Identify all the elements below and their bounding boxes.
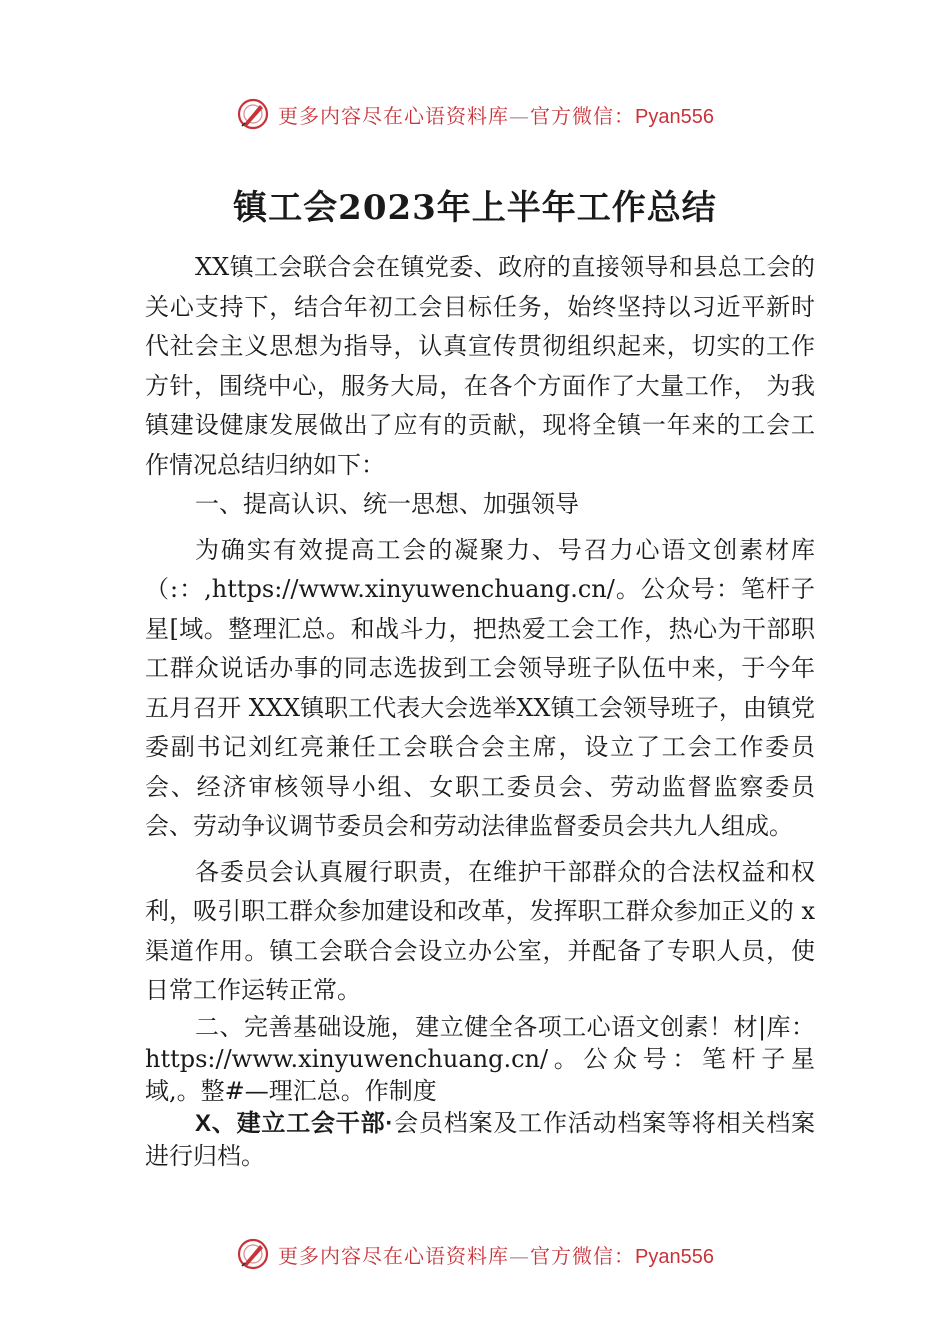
watermark-text: 更多内容尽在心语资料库—官方微信：Pyan556 <box>278 1243 714 1268</box>
quill-circle-logo <box>236 97 270 131</box>
watermark-text: 更多内容尽在心语资料库—官方微信：Pyan556 <box>278 103 714 128</box>
paragraph-leadership: 为确实有效提高工会的凝聚力、号召力心语文创素材库（:：,https://www.xinyuwenchuang.cn/。公众号：笔杆子星[域。整理汇总。和战斗力，把热爱工会工作，热心为干部职工群众说话办事的同志选拔到工会领导班子队伍中来，于今年五月召开 XXX镇职工代表大会选举XX镇工会领导班子，由镇党委副书记刘红亮兼任工会联合会主席，设立了工会工作委员会、经济审核领导小组、女职工委员会、劳动监督监察委员会、劳动争议调节委员会和劳动法律监督委员会共九人组成。 <box>145 535 815 840</box>
section-heading-1: 一、提高认识、统一思想、加强领导 <box>195 490 579 518</box>
document-body <box>145 248 815 1172</box>
document-title: 镇工会2023年上半年工作总结 <box>233 188 717 228</box>
watermark-footer <box>0 1234 950 1274</box>
section-heading-2: 二、完善基础设施，建立健全各项工心语文创素！材|库：https://www.xinyuwenchuang.cn/。公众号：笔杆子星域,。整#—理汇总。作制度 <box>145 1012 815 1105</box>
paragraph-committees: 各委员会认真履行职责，在维护干部群众的合法权益和权利，吸引职工群众参加建设和改革，发挥职工群众参加正义的 x渠道作用。镇工会联合会设立办公室，并配备了专职人员，使日常工作运转正常。 <box>145 857 815 1004</box>
archive-lead: X、建立工会干部· <box>195 1109 394 1137</box>
archive-rest: 会员档案及工作活动档案等将相关档案进行归档。 <box>145 1108 816 1170</box>
watermark-header <box>0 94 950 134</box>
quill-circle-logo <box>236 1237 270 1271</box>
paragraph-archives <box>145 1107 815 1172</box>
paragraph-intro: XX镇工会联合会在镇党委、政府的直接领导和县总工会的关心支持下，结合年初工会目标任务，始终坚持以习近平新时代社会主义思想为指导，认真宣传贯彻组织起来，切实的工作方针，围绕中心，服务大局，在各个方面作了大量工作， 为我镇建设健康发展做出了应有的贡献，现将全镇一年来的工会工作情况总结归纳如下： <box>145 253 815 479</box>
